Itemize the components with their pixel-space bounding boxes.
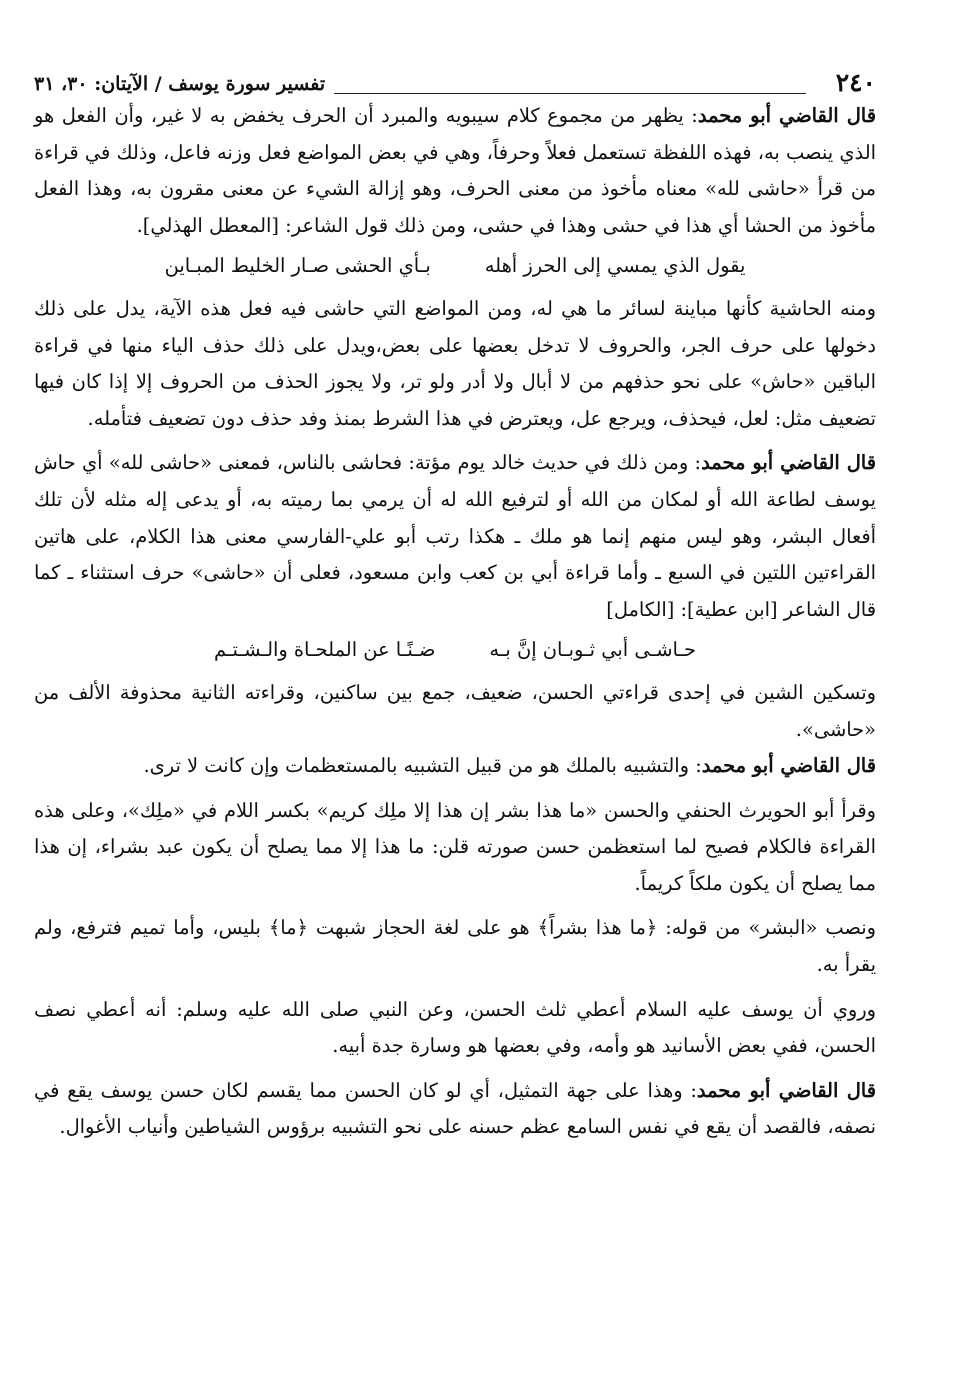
paragraph <box>34 675 876 748</box>
body-text <box>34 98 876 1146</box>
paragraph <box>34 445 876 628</box>
paragraph <box>34 910 876 983</box>
paragraph-text: ومنه الحاشية كأنها مباينة لسائر ما هي له، ومن المواضع التي حاشى فيه فعل هذه الآية، يدل على ذلك دخولها على حرف الجر، والحروف لا تدخل بعضها على بعض،ويدل على ذلك حذف الياء منها في قراءة الباقين «حاش» على نحو حذفهم من لا أبال ولا أدر ولو تر، ولا يجوز الحذف من الحروف إلا إذا كان فيها تضعيف مثل: لعل، فيحذف، ويرجع عل، ويعترض في هذا الشرط بمنذ وفد حذف دون تضعيف فتأمله. <box>34 296 876 430</box>
paragraph-text: : وهذا على جهة التمثيل، أي لو كان الحسن مما يقسم لكان حسن يوسف يقع في نصفه، فالقصد أن يقع في نفس السامع عظم حسنه على نحو التشبيه برؤوس الشياطين وأنياب الأغوال. <box>34 1078 876 1139</box>
author-label: قال القاضي أبو محمد <box>701 754 876 778</box>
poetry-verse <box>34 248 876 285</box>
header-rule <box>334 93 806 94</box>
paragraph <box>34 992 876 1065</box>
author-label: قال القاضي أبو محمد <box>696 1078 876 1102</box>
poetry-verse <box>34 632 876 669</box>
paragraph <box>34 793 876 903</box>
paragraph <box>34 748 876 785</box>
paragraph-text: وتسكين الشين في إحدى قراءتي الحسن، ضعيف، جمع بين ساكنين، وقراءته الثانية محذوفة الألف من «حاشى». <box>34 680 876 741</box>
author-label: قال القاضي أبو محمد <box>697 104 876 127</box>
verse-second-hemistich: ضـنًـا عن الملحـاة والـشـتـم <box>213 638 436 662</box>
verse-second-hemistich: بـأي الحشى صـار الخليط المبـاين <box>164 254 431 278</box>
author-label: قال القاضي أبو محمد <box>701 451 876 475</box>
page-number: ٢٤٠ <box>835 68 876 97</box>
paragraph <box>34 1073 876 1146</box>
paragraph-text: : يظهر من مجموع كلام سيبويه والمبرد أن الحرف يخفض به لا غير، وأن الفعل هو الذي ينصب به، فهذه اللفظة تستعمل فعلاً وحرفاً، وهي في بعض المواضع فعل وزنه فاعل، وذلك في قراءة من قرأ «حاشى لله» معناه مأخوذ من معنى الحرف، وهو إزالة الشيء عن معنى مقرون به، وهذا الفعل مأخوذ من الحشا أي هذا في حشى وهذا في حشى، ومن ذلك قول الشاعر: [المعطل الهذلي]. <box>34 104 876 237</box>
verse-first-hemistich: يقول الذي يمسي إلى الحرز أهله <box>484 254 746 278</box>
paragraph-text: وروي أن يوسف عليه السلام أعطي ثلث الحسن، وعن النبي صلى الله عليه وسلم: أنه أعطي نصف الحسن، ففي بعض الأسانيد هو وأمه، وفي بعضها هو وسارة جدة أبيه. <box>34 997 876 1058</box>
paragraph-text: ونصب «البشر» من قوله: ﴿ما هذا بشراً﴾ هو على لغة الحجاز شبهت ﴿ما﴾ بليس، وأما تميم فترفع، ولم يقرأ به. <box>34 916 876 977</box>
paragraph-text: : ومن ذلك في حديث خالد يوم مؤتة: فحاشى بالناس، فمعنى «حاشى لله» أي حاش يوسف لطاعة الله أو لمكان من الله أو لترفيع الله له أن يرمي بما رميته به، أو يدعى إله مثله لأن تلك أفعال البشر، وهو ليس منهم إنما هو ملك ـ هكذا رتب أبو علي-الفارسي معنى هذا الكلام، على هاتين القراءتين اللتين في السبع ـ وأما قراءة أبي بن كعب وابن مسعود، فعلى أن «حاشى» حرف استثناء ـ كما قال الشاعر [ابن عطية]: [الكامل] <box>34 451 876 621</box>
paragraph-text: : والتشبيه بالملك هو من قبيل التشبيه بالمستعظمات وإن كانت لا ترى. <box>143 754 702 778</box>
verse-first-hemistich: حـاشـى أبي ثـوبـان إنَّ بـه <box>489 638 697 662</box>
paragraph <box>34 98 876 244</box>
paragraph <box>34 291 876 437</box>
paragraph-text: وقرأ أبو الحويرث الحنفي والحسن «ما هذا بشر إن هذا إلا ملِك كريم» بكسر اللام في «ملِك»، وعلى هذه القراءة فالكلام فصيح لما استعظمن حسن صورته قلن: ما هذا إلا مما يصلح أن يكون عبد بشراء، إن هذا مما يصلح أن يكون ملكاً كريماً. <box>34 798 876 895</box>
running-title: تفسير سورة يوسف / الآيتان: ٣٠، ٣١ <box>34 73 326 95</box>
